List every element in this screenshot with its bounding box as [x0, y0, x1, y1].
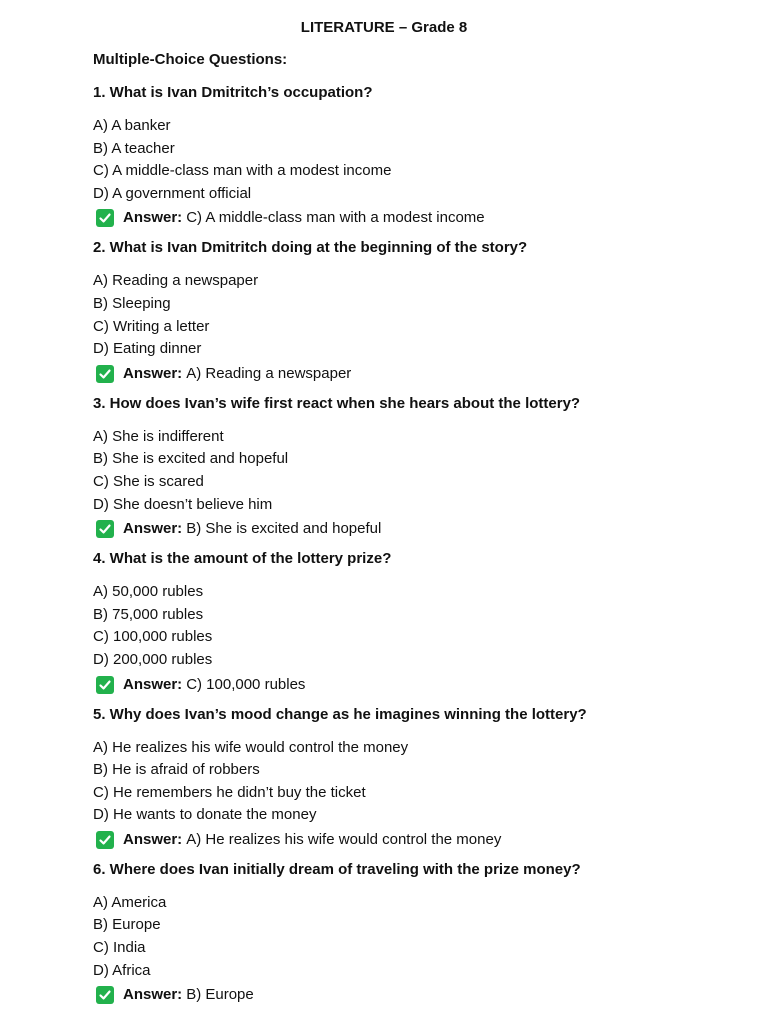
answer-text: A) He realizes his wife would control the money — [186, 830, 502, 848]
answer-option: B) She is excited and hopeful — [93, 450, 289, 468]
answer-option: A) She is indifferent — [93, 427, 224, 445]
question-block — [93, 394, 713, 541]
answer-line — [93, 983, 713, 1007]
answer-text: B) She is excited and hopeful — [186, 520, 382, 538]
answer-label: Answer: — [123, 520, 183, 538]
question-title: 5. Why does Ivan’s mood change as he imagines winning the lottery? — [93, 705, 587, 723]
checkmark-icon — [96, 520, 114, 538]
question-block — [93, 238, 713, 385]
page-title: LITERATURE – Grade 8 — [300, 19, 468, 36]
answer-text: B) Europe — [186, 986, 254, 1004]
answer-option: D) She doesn’t believe him — [93, 495, 273, 513]
question-title: 2. What is Ivan Dmitritch doing at the beginning of the story? — [93, 239, 528, 257]
question-list — [93, 83, 713, 1007]
answer-option: D) 200,000 rubles — [93, 650, 213, 668]
answer-option: A) Reading a newspaper — [93, 272, 259, 290]
checkmark-icon — [96, 209, 114, 227]
question-block — [93, 860, 713, 1007]
answer-text: C) 100,000 rubles — [186, 675, 306, 693]
question-title: 3. How does Ivan’s wife first react when she hears about the lottery? — [93, 394, 581, 412]
answer-option: D) Eating dinner — [93, 340, 202, 358]
answer-option: C) Writing a letter — [93, 317, 210, 335]
answer-label: Answer: — [123, 830, 183, 848]
answer-option: A) A banker — [93, 117, 171, 134]
checkmark-icon — [96, 831, 114, 849]
answer-option: A) America — [93, 893, 167, 911]
answer-option: C) A middle-class man with a modest income — [93, 162, 392, 180]
answer-label: Answer: — [123, 675, 183, 693]
answer-label: Answer: — [123, 209, 183, 227]
section-title: Multiple-Choice Questions: — [93, 51, 288, 68]
answer-option: A) 50,000 rubles — [93, 583, 204, 601]
answer-line — [93, 362, 713, 386]
answer-option: B) He is afraid of robbers — [93, 761, 260, 779]
question-block — [93, 83, 713, 230]
answer-option: C) 100,000 rubles — [93, 628, 213, 646]
answer-option: B) Sleeping — [93, 294, 171, 312]
question-block — [93, 705, 713, 852]
checkmark-icon — [96, 365, 114, 383]
answer-line — [93, 673, 713, 697]
answer-option: A) He realizes his wife would control the money — [93, 738, 409, 756]
answer-option: C) He remembers he didn’t buy the ticket — [93, 783, 366, 801]
question-title: 1. What is Ivan Dmitritch’s occupation? — [93, 84, 373, 101]
answer-option: C) India — [93, 939, 146, 957]
checkmark-icon — [96, 676, 114, 694]
answer-line — [93, 517, 713, 541]
answer-label: Answer: — [123, 364, 183, 382]
answer-option: C) She is scared — [93, 472, 204, 490]
answer-option: D) He wants to donate the money — [93, 806, 317, 824]
answer-option: D) Africa — [93, 961, 151, 979]
answer-text: C) A middle-class man with a modest income — [186, 209, 485, 227]
checkmark-icon — [96, 986, 114, 1004]
answer-label: Answer: — [123, 986, 183, 1004]
answer-line — [93, 828, 713, 852]
question-title: 6. Where does Ivan initially dream of traveling with the prize money? — [93, 860, 581, 878]
answer-option: D) A government official — [93, 184, 252, 202]
document-content — [93, 50, 713, 1015]
answer-option: B) Europe — [93, 916, 161, 934]
answer-option: B) 75,000 rubles — [93, 605, 204, 623]
question-title: 4. What is the amount of the lottery prize? — [93, 550, 392, 568]
question-block — [93, 549, 713, 696]
answer-line — [93, 206, 713, 230]
answer-option: B) A teacher — [93, 139, 175, 157]
answer-text: A) Reading a newspaper — [186, 364, 352, 382]
